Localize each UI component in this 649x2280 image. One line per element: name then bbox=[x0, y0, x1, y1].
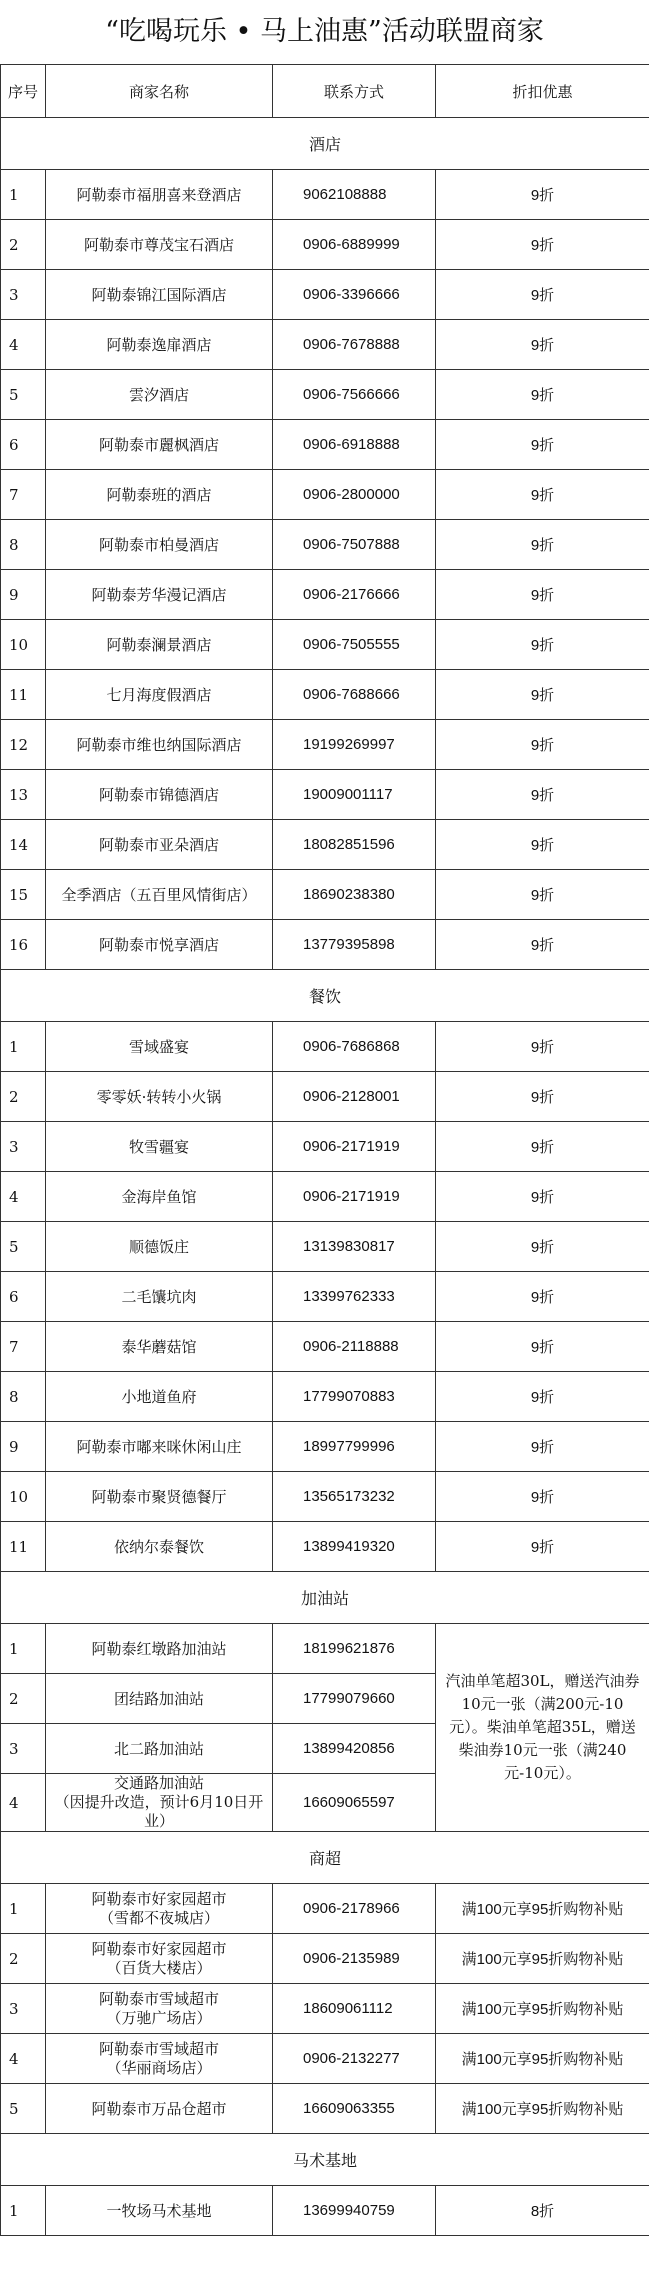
merchant-name: 雲汐酒店 bbox=[128, 386, 189, 404]
merchant-name: 阿勒泰市万品仓超市 bbox=[91, 2100, 227, 2118]
discount-value: 9折 bbox=[436, 1422, 649, 1472]
row-index: 2 bbox=[1, 1674, 46, 1724]
fuel-discount-text: 汽油单笔超30L，赠送汽油券10元一张（满200元-10元）。柴油单笔超35L，赠送柴油券10元一张（满240元-10元）。 bbox=[445, 1672, 640, 1782]
merchant-name-cell bbox=[46, 770, 273, 820]
header-contact: 联系方式 bbox=[273, 65, 436, 118]
row-index: 2 bbox=[1, 1934, 46, 1984]
contact-phone: 0906-2800000 bbox=[273, 470, 436, 520]
merchant-name-cell bbox=[46, 1674, 273, 1724]
table-row bbox=[1, 2084, 649, 2134]
merchant-name: 阿勒泰市聚贤德餐厅 bbox=[91, 1488, 227, 1506]
table-row bbox=[1, 1172, 649, 1222]
contact-phone: 0906-2135989 bbox=[273, 1934, 436, 1984]
merchant-name-cell bbox=[46, 2186, 273, 2236]
row-index: 2 bbox=[1, 220, 46, 270]
contact-phone: 13399762333 bbox=[273, 1272, 436, 1322]
row-index: 3 bbox=[1, 270, 46, 320]
merchant-name-cell bbox=[46, 570, 273, 620]
merchant-name-cell bbox=[46, 320, 273, 370]
contact-phone: 0906-6889999 bbox=[273, 220, 436, 270]
section-header-row bbox=[1, 970, 649, 1022]
contact-phone: 13899419320 bbox=[273, 1522, 436, 1572]
discount-value: 满100元享95折购物补贴 bbox=[436, 1934, 649, 1984]
contact-phone: 0906-2118888 bbox=[273, 1322, 436, 1372]
row-index: 12 bbox=[1, 720, 46, 770]
merchant-name: 交通路加油站 bbox=[113, 1774, 204, 1792]
contact-phone: 16609063355 bbox=[273, 2084, 436, 2134]
contact-phone: 16609065597 bbox=[273, 1774, 436, 1832]
table-row bbox=[1, 320, 649, 370]
row-index: 7 bbox=[1, 1322, 46, 1372]
merchant-name: 北二路加油站 bbox=[113, 1740, 204, 1758]
merchant-name-cell bbox=[46, 170, 273, 220]
row-index: 2 bbox=[1, 1072, 46, 1122]
contact-phone: 18609061112 bbox=[273, 1984, 436, 2034]
table-row bbox=[1, 1272, 649, 1322]
discount-value: 9折 bbox=[436, 320, 649, 370]
discount-value: 9折 bbox=[436, 1522, 649, 1572]
section-header-row bbox=[1, 2134, 649, 2186]
merchant-name-cell bbox=[46, 520, 273, 570]
merchant-name: 团结路加油站 bbox=[113, 1690, 204, 1708]
merchant-name-cell bbox=[46, 1022, 273, 1072]
row-index: 8 bbox=[1, 1372, 46, 1422]
row-index: 3 bbox=[1, 1984, 46, 2034]
table-row bbox=[1, 2034, 649, 2084]
row-index: 4 bbox=[1, 2034, 46, 2084]
table-row bbox=[1, 1884, 649, 1934]
table-row bbox=[1, 1422, 649, 1472]
discount-value: 9折 bbox=[436, 1372, 649, 1422]
merchant-name-cell bbox=[46, 620, 273, 670]
table-row bbox=[1, 1934, 649, 1984]
discount-value: 9折 bbox=[436, 1472, 649, 1522]
contact-phone: 9062108888 bbox=[273, 170, 436, 220]
merchant-name: 雪域盛宴 bbox=[128, 1038, 189, 1056]
row-index: 11 bbox=[1, 670, 46, 720]
section-title: 酒店 bbox=[1, 118, 649, 170]
merchant-branch: （雪都不夜城店） bbox=[98, 1908, 219, 1927]
table-row bbox=[1, 770, 649, 820]
discount-value: 9折 bbox=[436, 270, 649, 320]
discount-value: 9折 bbox=[436, 470, 649, 520]
table-row bbox=[1, 1984, 649, 2034]
contact-phone: 0906-7566666 bbox=[273, 370, 436, 420]
row-index: 14 bbox=[1, 820, 46, 870]
merchant-name-cell bbox=[46, 370, 273, 420]
discount-value: 9折 bbox=[436, 1272, 649, 1322]
table-row bbox=[1, 1122, 649, 1172]
merchant-name-cell bbox=[46, 270, 273, 320]
table-row bbox=[1, 170, 649, 220]
row-index: 5 bbox=[1, 2084, 46, 2134]
merchant-name: 阿勒泰市雪域超市 bbox=[98, 1989, 219, 2008]
merchant-name: 阿勒泰芳华漫记酒店 bbox=[91, 586, 227, 604]
contact-phone: 0906-3396666 bbox=[273, 270, 436, 320]
merchant-name: 依纳尔泰餐饮 bbox=[113, 1538, 204, 1556]
row-index: 15 bbox=[1, 870, 46, 920]
merchant-name: 阿勒泰市锦德酒店 bbox=[98, 786, 219, 804]
table-row bbox=[1, 1624, 649, 1674]
row-index: 1 bbox=[1, 1022, 46, 1072]
merchant-name: 全季酒店（五百里风情街店） bbox=[61, 886, 257, 904]
merchant-branch: （华丽商场店） bbox=[106, 2058, 212, 2077]
merchant-name: 阿勒泰市悦享酒店 bbox=[98, 936, 219, 954]
contact-phone: 18997799996 bbox=[273, 1422, 436, 1472]
merchant-name: 二毛馕坑肉 bbox=[121, 1288, 197, 1306]
merchant-branch: （百货大楼店） bbox=[106, 1958, 212, 1977]
section-header-row bbox=[1, 1832, 649, 1884]
discount-value: 9折 bbox=[436, 1122, 649, 1172]
merchant-name: 阿勒泰市柏曼酒店 bbox=[98, 536, 219, 554]
merchant-name-cell bbox=[46, 1984, 273, 2034]
merchant-name: 阿勒泰市尊茂宝石酒店 bbox=[83, 236, 234, 254]
discount-value: 9折 bbox=[436, 620, 649, 670]
discount-value: 9折 bbox=[436, 1072, 649, 1122]
row-index: 4 bbox=[1, 1774, 46, 1832]
contact-phone: 13139830817 bbox=[273, 1222, 436, 1272]
merchant-name: 七月海度假酒店 bbox=[106, 686, 212, 704]
discount-value: 9折 bbox=[436, 720, 649, 770]
contact-phone: 0906-7505555 bbox=[273, 620, 436, 670]
table-row bbox=[1, 1472, 649, 1522]
page-title: “吃喝玩乐 • 马上油惠”活动联盟商家 bbox=[105, 16, 544, 47]
row-index: 10 bbox=[1, 620, 46, 670]
merchant-name-cell bbox=[46, 1372, 273, 1422]
row-index: 5 bbox=[1, 1222, 46, 1272]
merchant-name: 阿勒泰市雪域超市 bbox=[98, 2039, 219, 2058]
contact-phone: 0906-2171919 bbox=[273, 1172, 436, 1222]
discount-value: 9折 bbox=[436, 370, 649, 420]
row-index: 6 bbox=[1, 1272, 46, 1322]
section-header-row bbox=[1, 1572, 649, 1624]
discount-value: 9折 bbox=[436, 820, 649, 870]
contact-phone: 13779395898 bbox=[273, 920, 436, 970]
contact-phone: 0906-2176666 bbox=[273, 570, 436, 620]
row-index: 9 bbox=[1, 570, 46, 620]
table-row bbox=[1, 1322, 649, 1372]
row-index: 8 bbox=[1, 520, 46, 570]
table-row bbox=[1, 1222, 649, 1272]
header-merchant-name: 商家名称 bbox=[46, 65, 273, 118]
row-index: 1 bbox=[1, 1624, 46, 1674]
table-row bbox=[1, 670, 649, 720]
merchant-name: 阿勒泰市嘟来咪休闲山庄 bbox=[76, 1438, 242, 1456]
merchant-name-cell bbox=[46, 1122, 273, 1172]
merchant-name: 阿勒泰班的酒店 bbox=[106, 486, 212, 504]
table-row bbox=[1, 1522, 649, 1572]
contact-phone: 13699940759 bbox=[273, 2186, 436, 2236]
contact-phone: 0906-2132277 bbox=[273, 2034, 436, 2084]
merchant-name: 顺德饭庄 bbox=[128, 1238, 189, 1256]
merchant-name: 阿勒泰市亚朵酒店 bbox=[98, 836, 219, 854]
header-discount: 折扣优惠 bbox=[436, 65, 649, 118]
section-title: 餐饮 bbox=[1, 970, 649, 1022]
discount-value: 9折 bbox=[436, 1222, 649, 1272]
merchant-name: 阿勒泰市麗枫酒店 bbox=[98, 436, 219, 454]
discount-value: 9折 bbox=[436, 670, 649, 720]
merchant-name-cell bbox=[46, 1422, 273, 1472]
section-title: 加油站 bbox=[1, 1572, 649, 1624]
table-body bbox=[1, 118, 649, 2236]
merchant-name-cell bbox=[46, 1624, 273, 1674]
discount-value: 9折 bbox=[436, 220, 649, 270]
table-row bbox=[1, 570, 649, 620]
merchant-name: 阿勒泰市好家园超市 bbox=[91, 1939, 227, 1958]
merchant-name-cell bbox=[46, 820, 273, 870]
discount-value: 满100元享95折购物补贴 bbox=[436, 2084, 649, 2134]
discount-value: 满100元享95折购物补贴 bbox=[436, 2034, 649, 2084]
merchant-name-cell bbox=[46, 1222, 273, 1272]
discount-value: 9折 bbox=[436, 170, 649, 220]
merchant-name-cell bbox=[46, 720, 273, 770]
row-index: 11 bbox=[1, 1522, 46, 1572]
row-index: 7 bbox=[1, 470, 46, 520]
contact-phone: 0906-7507888 bbox=[273, 520, 436, 570]
table-row bbox=[1, 720, 649, 770]
table-row bbox=[1, 220, 649, 270]
contact-phone: 13899420856 bbox=[273, 1724, 436, 1774]
merchant-name-cell bbox=[46, 1172, 273, 1222]
row-index: 6 bbox=[1, 420, 46, 470]
merchant-branch: （万驰广场店） bbox=[106, 2008, 212, 2027]
merchant-name: 阿勒泰市福朋喜来登酒店 bbox=[76, 186, 242, 204]
merchant-name: 牧雪疆宴 bbox=[128, 1138, 189, 1156]
fuel-discount-note bbox=[436, 1624, 649, 1832]
discount-value: 9折 bbox=[436, 770, 649, 820]
table-row bbox=[1, 620, 649, 670]
merchant-name-cell bbox=[46, 1072, 273, 1122]
row-index: 13 bbox=[1, 770, 46, 820]
merchant-name-cell bbox=[46, 1272, 273, 1322]
merchant-name: 泰华蘑菇馆 bbox=[121, 1338, 197, 1356]
table-row bbox=[1, 820, 649, 870]
table-row bbox=[1, 470, 649, 520]
contact-phone: 0906-2178966 bbox=[273, 1884, 436, 1934]
table-row bbox=[1, 370, 649, 420]
merchant-name-cell bbox=[46, 1724, 273, 1774]
row-index: 1 bbox=[1, 170, 46, 220]
merchant-name-cell bbox=[46, 1884, 273, 1934]
row-index: 4 bbox=[1, 320, 46, 370]
discount-value: 满100元享95折购物补贴 bbox=[436, 1984, 649, 2034]
contact-phone: 18199621876 bbox=[273, 1624, 436, 1674]
merchant-name-cell bbox=[46, 220, 273, 270]
merchant-name: 阿勒泰红墩路加油站 bbox=[91, 1640, 227, 1658]
section-title: 马术基地 bbox=[1, 2134, 649, 2186]
discount-value: 9折 bbox=[436, 920, 649, 970]
contact-phone: 19199269997 bbox=[273, 720, 436, 770]
table-row bbox=[1, 1022, 649, 1072]
merchant-name: 阿勒泰澜景酒店 bbox=[106, 636, 212, 654]
discount-value: 9折 bbox=[436, 1172, 649, 1222]
merchant-name: 阿勒泰锦江国际酒店 bbox=[91, 286, 227, 304]
merchant-name: 一牧场马术基地 bbox=[106, 2202, 212, 2220]
table-row bbox=[1, 920, 649, 970]
merchant-name-cell bbox=[46, 2034, 273, 2084]
header-index: 序号 bbox=[1, 65, 46, 118]
contact-phone: 13565173232 bbox=[273, 1472, 436, 1522]
contact-phone: 0906-7686868 bbox=[273, 1022, 436, 1072]
merchant-name-cell bbox=[46, 920, 273, 970]
contact-phone: 0906-2171919 bbox=[273, 1122, 436, 1172]
merchant-name: 阿勒泰逸扉酒店 bbox=[106, 336, 212, 354]
merchant-name-cell bbox=[46, 1774, 273, 1832]
row-index: 1 bbox=[1, 1884, 46, 1934]
row-index: 10 bbox=[1, 1472, 46, 1522]
merchant-branch: （因提升改造，预计6月10日开业） bbox=[54, 1793, 264, 1830]
table-row bbox=[1, 1072, 649, 1122]
contact-phone: 17799079660 bbox=[273, 1674, 436, 1724]
merchant-name-cell bbox=[46, 1522, 273, 1572]
table-row bbox=[1, 870, 649, 920]
merchant-name-cell bbox=[46, 1322, 273, 1372]
table-row bbox=[1, 270, 649, 320]
contact-phone: 19009001117 bbox=[273, 770, 436, 820]
discount-value: 8折 bbox=[436, 2186, 649, 2236]
contact-phone: 0906-7688666 bbox=[273, 670, 436, 720]
discount-value: 9折 bbox=[436, 870, 649, 920]
discount-value: 满100元享95折购物补贴 bbox=[436, 1884, 649, 1934]
merchant-name: 阿勒泰市好家园超市 bbox=[91, 1889, 227, 1908]
contact-phone: 17799070883 bbox=[273, 1372, 436, 1422]
row-index: 4 bbox=[1, 1172, 46, 1222]
row-index: 1 bbox=[1, 2186, 46, 2236]
contact-phone: 0906-6918888 bbox=[273, 420, 436, 470]
table-row bbox=[1, 2186, 649, 2236]
merchant-name-cell bbox=[46, 420, 273, 470]
discount-value: 9折 bbox=[436, 1322, 649, 1372]
merchant-name: 小地道鱼府 bbox=[121, 1388, 197, 1406]
section-header-row bbox=[1, 118, 649, 170]
merchant-name: 金海岸鱼馆 bbox=[121, 1188, 197, 1206]
merchant-name-cell bbox=[46, 870, 273, 920]
table-row bbox=[1, 1372, 649, 1422]
row-index: 3 bbox=[1, 1724, 46, 1774]
row-index: 3 bbox=[1, 1122, 46, 1172]
contact-phone: 0906-2128001 bbox=[273, 1072, 436, 1122]
row-index: 5 bbox=[1, 370, 46, 420]
contact-phone: 18690238380 bbox=[273, 870, 436, 920]
contact-phone: 18082851596 bbox=[273, 820, 436, 870]
merchant-name-cell bbox=[46, 2084, 273, 2134]
discount-value: 9折 bbox=[436, 570, 649, 620]
merchant-name-cell bbox=[46, 670, 273, 720]
merchant-name-cell bbox=[46, 1472, 273, 1522]
table-row bbox=[1, 520, 649, 570]
merchant-name-cell bbox=[46, 470, 273, 520]
row-index: 9 bbox=[1, 1422, 46, 1472]
section-title: 商超 bbox=[1, 1832, 649, 1884]
merchant-name: 零零妖·转转小火锅 bbox=[96, 1088, 222, 1106]
merchant-name-cell bbox=[46, 1934, 273, 1984]
table-header-row bbox=[1, 65, 649, 118]
discount-value: 9折 bbox=[436, 1022, 649, 1072]
merchant-table bbox=[0, 64, 649, 2236]
merchant-name: 阿勒泰市维也纳国际酒店 bbox=[76, 736, 242, 754]
row-index: 16 bbox=[1, 920, 46, 970]
table-row bbox=[1, 420, 649, 470]
contact-phone: 0906-7678888 bbox=[273, 320, 436, 370]
discount-value: 9折 bbox=[436, 520, 649, 570]
discount-value: 9折 bbox=[436, 420, 649, 470]
